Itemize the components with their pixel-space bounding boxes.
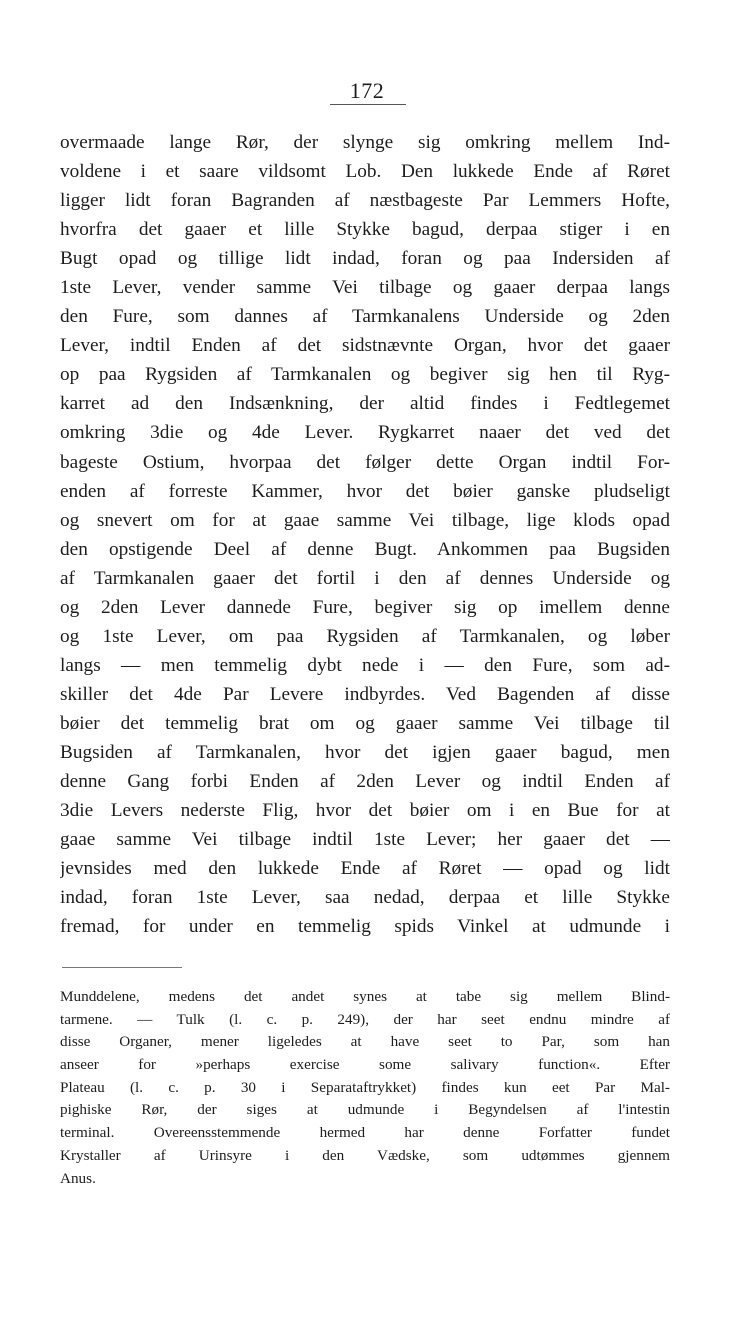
body-line: og 2den Lever dannede Fure, begiver sig op imellem denne [60,596,670,618]
body-line: fremad, for under en temmelig spids Vinkel at udmunde i [60,916,670,938]
footnote [60,986,670,1190]
footnote-line: disse Organer, mener ligeledes at have seet to Par, som han [60,1033,670,1051]
page-number: 172 [349,78,385,103]
body-line: Bugt opad og tillige lidt indad, foran og paa Indersiden af [60,248,670,270]
body-line: enden af forreste Kammer, hvor det bøier ganske pludseligt [60,480,670,502]
body-line: den Fure, som dannes af Tarmkanalens Underside og 2den [60,306,670,328]
body-text [60,128,670,941]
body-line: langs — men temmelig dybt nede i — den Fure, som ad- [60,654,670,676]
body-line: bageste Ostium, hvorpaa det følger dette Organ indtil For- [60,451,670,473]
footnote-divider [62,967,182,968]
body-line: hvorfra det gaaer et lille Stykke bagud, derpaa stiger i en [60,219,670,241]
body-line: og snevert om for at gaae samme Vei tilbage, lige klods opad [60,509,670,531]
body-line: jevnsides med den lukkede Ende af Røret — opad og lidt [60,858,670,880]
body-line: indad, foran 1ste Lever, saa nedad, derpaa et lille Stykke [60,887,670,909]
footnote-line: anseer for »perhaps exercise some salivary function«. Efter [60,1056,670,1074]
body-line: den opstigende Deel af denne Bugt. Ankommen paa Bugsiden [60,538,670,560]
body-line: af Tarmkanalen gaaer det fortil i den af dennes Underside og [60,567,670,589]
body-line: omkring 3die og 4de Lever. Rygkarret naaer det ved det [60,422,670,444]
body-line: overmaade lange Rør, der slynge sig omkring mellem Ind- [60,132,670,153]
body-line: op paa Rygsiden af Tarmkanalen og begiver sig hen til Ryg- [60,364,670,386]
footnote-line: Plateau (l. c. p. 30 i Separataftrykket) findes kun eet Par Mal- [60,1078,670,1096]
body-line: karret ad den Indsænkning, der altid findes i Fedtlegemet [60,393,670,415]
body-line: denne Gang forbi Enden af 2den Lever og indtil Enden af [60,771,670,793]
footnote-line: Anus. [60,1169,96,1187]
body-line: skiller det 4de Par Levere indbyrdes. Ved Bagenden af disse [60,683,670,705]
footnote-line: pighiske Rør, der siges at udmunde i Begyndelsen af l'intestin [60,1101,670,1119]
footnote-line: Krystaller af Urinsyre i den Vædske, som udtømmes gjennem [60,1146,670,1164]
body-line: 3die Levers nederste Flig, hvor det bøier om i en Bue for at [60,800,670,822]
body-line: ligger lidt foran Bagranden af næstbageste Par Lemmers Hofte, [60,190,670,212]
body-line: Bugsiden af Tarmkanalen, hvor det igjen gaaer bagud, men [60,741,670,763]
body-line: Lever, indtil Enden af det sidstnævnte Organ, hvor det gaaer [60,335,670,357]
footnote-line: terminal. Overeensstemmende hermed har denne Forfatter fundet [60,1124,670,1142]
body-line: bøier det temmelig brat om og gaaer samme Vei tilbage til [60,712,670,734]
body-line: og 1ste Lever, om paa Rygsiden af Tarmkanalen, og løber [60,625,670,647]
body-line: voldene i et saare vildsomt Lob. Den lukkede Ende af Røret [60,161,670,183]
page-number-underline [330,104,406,105]
footnote-line: Munddelene, medens det andet synes at tabe sig mellem Blind- [60,988,670,1005]
footnote-line: tarmene. — Tulk (l. c. p. 249), der har seet endnu mindre af [60,1010,670,1028]
body-line: gaae samme Vei tilbage indtil 1ste Lever; her gaaer det — [60,829,670,851]
body-line: 1ste Lever, vender samme Vei tilbage og gaaer derpaa langs [60,277,670,299]
